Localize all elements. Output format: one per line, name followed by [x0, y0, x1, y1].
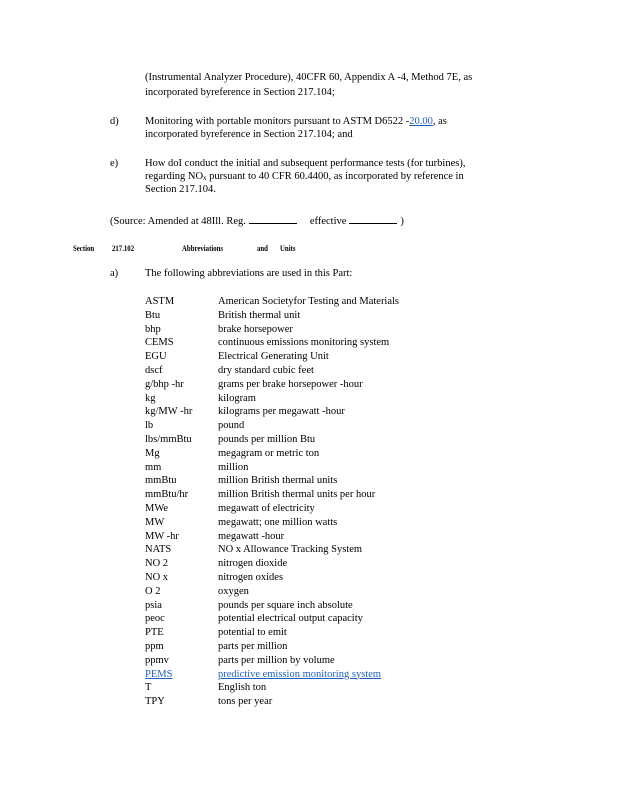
- table-row: [145, 405, 399, 419]
- abbreviation: bhp: [145, 323, 161, 335]
- table-row: [145, 543, 399, 557]
- table-row: [145, 392, 399, 406]
- item-a-text: The following abbreviations are used in this Part:: [145, 268, 353, 279]
- abbreviation: CEMS: [145, 337, 174, 349]
- definition: pounds per million Btu: [218, 433, 316, 445]
- item-a-label: a): [110, 268, 119, 279]
- section-title-a: Abbreviations: [182, 244, 224, 253]
- item-e-line-1: How doI conduct the initial and subsequent performance tests (for turbines),: [145, 158, 466, 169]
- definition: nitrogen oxides: [218, 571, 284, 583]
- abbreviation: peoc: [145, 613, 165, 625]
- definition: parts per million: [218, 640, 288, 652]
- abbreviation: mmBtu: [145, 475, 177, 487]
- abbreviation: EGU: [145, 351, 167, 363]
- definition: NO x Allowance Tracking System: [218, 544, 363, 556]
- abbreviation: dscf: [145, 364, 163, 376]
- table-row: [145, 530, 399, 544]
- source-text: (Source: Amended at 48Ill. Reg.: [110, 216, 246, 227]
- definition: pounds per square inch absolute: [218, 599, 353, 611]
- prev-item-line-2: incorporated byreference in Section 217.104;: [145, 87, 335, 98]
- item-e-subscript: x: [203, 174, 207, 182]
- definition: kilogram: [218, 392, 256, 404]
- abbreviation: NATS: [145, 544, 172, 556]
- item-d-label: d): [110, 116, 119, 127]
- definition: dry standard cubic feet: [218, 364, 314, 376]
- section-title-c: Units: [280, 244, 296, 253]
- abbreviation: g/bhp -hr: [145, 378, 184, 390]
- table-row: [145, 626, 399, 640]
- abbreviation: psia: [145, 599, 162, 611]
- definition: megawatt; one million watts: [218, 516, 338, 528]
- definition: English ton: [218, 682, 267, 694]
- definition: million British thermal units: [218, 475, 338, 487]
- item-d-text: Monitoring with portable monitors pursuant to ASTM D6522 -: [145, 116, 410, 127]
- table-row: [145, 640, 399, 654]
- item-e-text: regarding NO: [145, 171, 204, 182]
- table-row: [145, 295, 399, 309]
- definition: tons per year: [218, 696, 273, 708]
- definition: potential electrical output capacity: [218, 613, 363, 625]
- definition: megagram or metric ton: [218, 447, 320, 459]
- abbreviation: MWe: [145, 502, 169, 514]
- table-row: [145, 695, 399, 709]
- abbreviations-table: [145, 295, 399, 709]
- table-row: [145, 419, 399, 433]
- source-effective: effective: [309, 216, 347, 227]
- table-row: [145, 378, 399, 392]
- definition: brake horsepower: [218, 323, 293, 335]
- abbreviation: kg/MW -hr: [145, 406, 193, 418]
- abbreviation: Btu: [145, 309, 161, 321]
- item-e-line-2: [145, 171, 464, 184]
- source-close: ): [400, 216, 404, 227]
- abbreviation: kg: [145, 392, 156, 404]
- abbreviation: [145, 668, 218, 682]
- table-row: [145, 654, 399, 668]
- table-row: [145, 571, 399, 585]
- abbreviation-text: PEMS: [145, 668, 173, 680]
- definition: megawatt of electricity: [218, 502, 315, 514]
- section-title-b: and: [257, 244, 268, 253]
- definition: megawatt -hour: [218, 530, 285, 542]
- table-row: [145, 447, 399, 461]
- table-row: [145, 474, 399, 488]
- table-row: [145, 433, 399, 447]
- table-row: [145, 599, 399, 613]
- table-row: [145, 364, 399, 378]
- definition: oxygen: [218, 585, 249, 597]
- section-label: Section: [73, 244, 95, 253]
- abbreviation: lb: [145, 420, 154, 432]
- definition: continuous emissions monitoring system: [218, 337, 390, 349]
- table-row: [145, 681, 399, 695]
- abbreviation: mmBtu/hr: [145, 489, 189, 501]
- definition: British thermal unit: [218, 309, 301, 321]
- definition: Electrical Generating Unit: [218, 351, 329, 363]
- abbreviation: Mg: [145, 447, 160, 459]
- item-e-label: e): [110, 158, 119, 169]
- item-e-line-3: Section 217.104.: [145, 184, 216, 195]
- abbreviation: NO x: [145, 571, 169, 583]
- table-row: [145, 557, 399, 571]
- table-row: [145, 585, 399, 599]
- table-row: [145, 323, 399, 337]
- abbreviation: ppm: [145, 640, 164, 652]
- abbreviation: MW: [145, 516, 165, 528]
- table-row: [145, 336, 399, 350]
- table-row: [145, 461, 399, 475]
- source-note: [110, 214, 404, 228]
- table-row: [145, 516, 399, 530]
- item-e-text-b: pursuant to 40 CFR 60.4400, as incorporated by reference in: [206, 171, 464, 182]
- table-row: [145, 309, 399, 323]
- definition: grams per brake horsepower -hour: [218, 378, 363, 390]
- definition: potential to emit: [218, 627, 287, 639]
- definition: American Societyfor Testing and Materials: [218, 296, 400, 307]
- abbreviation: MW -hr: [145, 530, 179, 542]
- abbreviation: lbs/mmBtu: [145, 433, 192, 445]
- abbreviation: T: [145, 682, 152, 694]
- reg-blank: [249, 214, 297, 224]
- item-d-line-2: incorporated byreference in Section 217.104; and: [145, 129, 353, 140]
- item-d-line-1: [145, 116, 447, 128]
- table-row: [145, 612, 399, 626]
- inserted-year: 20.00: [409, 116, 433, 127]
- abbreviation: O 2: [145, 585, 161, 597]
- section-number: 217.102: [112, 244, 135, 253]
- definition: predictive emission monitoring system: [218, 668, 382, 680]
- table-row: [145, 502, 399, 516]
- item-d-tail: , as: [432, 116, 447, 127]
- abbreviation: ASTM: [145, 296, 175, 307]
- definition: million British thermal units per hour: [218, 489, 376, 501]
- abbreviation: ppmv: [145, 654, 169, 666]
- definition: million: [218, 461, 249, 473]
- table-row: [145, 488, 399, 502]
- definition: parts per million by volume: [218, 654, 335, 666]
- abbreviation: PTE: [145, 627, 164, 639]
- table-row: [145, 350, 399, 364]
- definition: pound: [218, 420, 245, 432]
- effective-blank: [349, 214, 397, 224]
- table-row-inserted: [145, 668, 399, 682]
- prev-item-line-1: (Instrumental Analyzer Procedure), 40CFR 60, Appendix A -4, Method 7E, as: [145, 72, 473, 83]
- abbreviation: mm: [145, 461, 162, 473]
- definition: kilograms per megawatt -hour: [218, 406, 345, 418]
- abbreviation: NO 2: [145, 558, 169, 570]
- abbreviation: TPY: [145, 696, 165, 708]
- definition: nitrogen dioxide: [218, 558, 288, 570]
